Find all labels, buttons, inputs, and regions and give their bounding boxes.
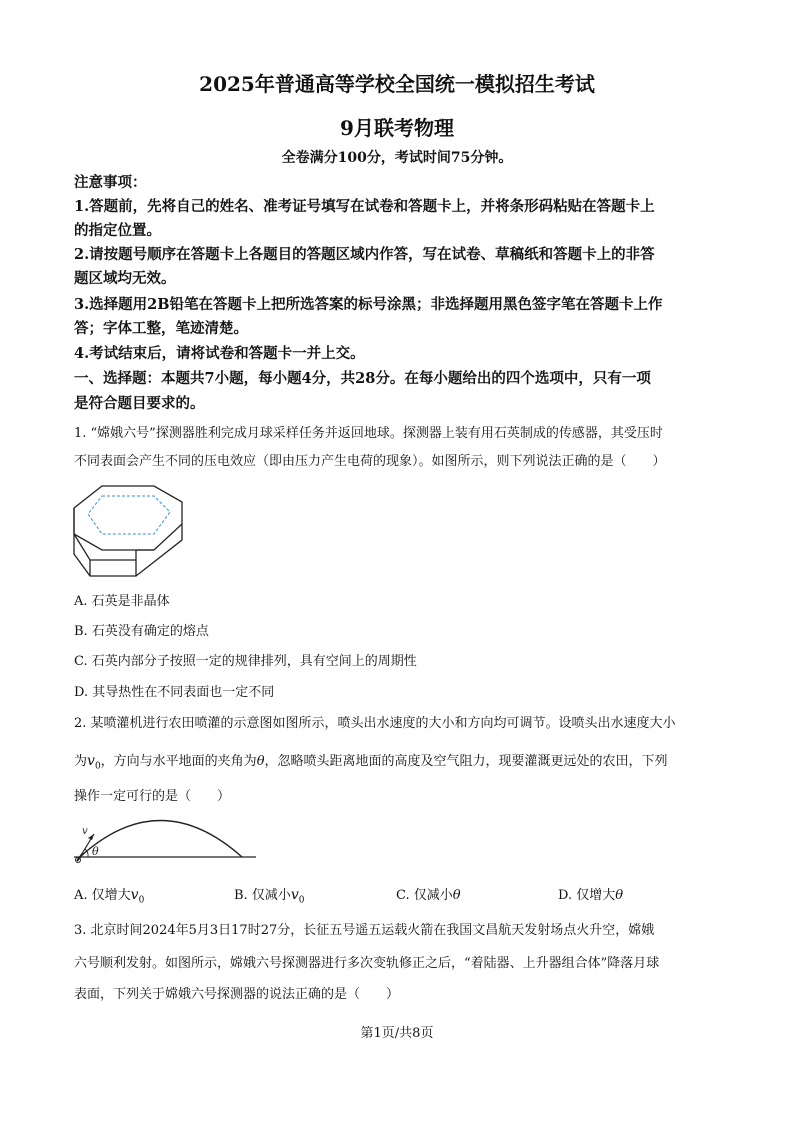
- q3-stem-line: 表面，下列关于嫦娥六号探测器的说法正确的是（ ）: [74, 987, 400, 1002]
- q1-stem-line: 不同表面会产生不同的压电效应（即由压力产生电荷的现象）。如图所示，则下列说法正确的是（ ）: [74, 454, 666, 469]
- notice-line: 题区域均无效。: [74, 270, 176, 287]
- notice-line: 答；字体工整，笔迹清楚。: [74, 320, 248, 337]
- exam-subtitle: 9月联考物理: [340, 116, 454, 140]
- notice-line: 1.答题前，先将自己的姓名、准考证号填写在试卷和答题卡上，并将条形码粘贴在答题卡上: [74, 198, 655, 215]
- q1-option: B. 石英没有确定的熔点: [74, 624, 209, 639]
- q1-option: A. 石英是非晶体: [74, 594, 170, 609]
- q2-option-d: D. 仅增大θ: [558, 888, 624, 903]
- exam-title: 2025年普通高等学校全国统一模拟招生考试: [199, 72, 595, 96]
- q2-stem-line: 2. 某喷灌机进行农田喷灌的示意图如图所示，喷头出水速度的大小和方向均可调节。设喷头出水速度大小: [74, 716, 676, 731]
- exam-info: 全卷满分100分，考试时间75分钟。: [281, 150, 513, 166]
- notice-line: 2.请按题号顺序在答题卡上各题目的答题区域内作答，写在试卷、草稿纸和答题卡上的非答: [74, 246, 655, 263]
- notice-line: 4.考试结束后，请将试卷和答题卡一并上交。: [74, 345, 365, 362]
- notice-line: 的指定位置。: [74, 222, 161, 239]
- notice-line: 3.选择题用2B铅笔在答题卡上把所选答案的标号涂黑；非选择题用黑色签字笔在答题卡上作: [74, 296, 663, 313]
- quartz-hexagonal-prism-figure: [70, 482, 186, 580]
- section-heading-cont: 是符合题目要求的。: [74, 395, 205, 412]
- q1-option: C. 石英内部分子按照一定的规律排列，具有空间上的周期性: [74, 654, 417, 669]
- q3-stem-line: 六号顺利发射。如图所示，嫦娥六号探测器进行多次变轨修正之后，“着陆器、上升器组合体”降落月球: [74, 956, 660, 971]
- q2-stem-line: 操作一定可行的是（ ）: [74, 789, 231, 804]
- sprinkler-trajectory-figure: [70, 812, 266, 868]
- q2-stem-line: 为$v_0$，方向与水平地面的夹角为θ，忽略喷头距离地面的高度及空气阻力，现要灌溉更远处的农田，下列: [74, 753, 668, 772]
- section-heading: 一、选择题：本题共7小题，每小题4分，共28分。在每小题给出的四个选项中，只有一项: [74, 370, 651, 387]
- q3-stem-line: 3. 北京时间2024年5月3日17时27分，长征五号遥五运载火箭在我国文昌航天发射场点火升空，嫦娥: [74, 923, 655, 938]
- q1-option: D. 其导热性在不同表面也一定不同: [74, 685, 275, 700]
- velocity-label: v: [82, 826, 88, 837]
- page-number: 第1页/共8页: [360, 1026, 434, 1041]
- q2-option-b: B. 仅减小$v_0$: [234, 887, 305, 906]
- q1-stem-line: 1. “嫦娥六号”探测器胜利完成月球采样任务并返回地球。探测器上装有用石英制成的传感器，其受压时: [74, 426, 663, 441]
- angle-label: θ: [92, 845, 99, 858]
- q2-option-a: A. 仅增大$v_0$: [74, 887, 145, 906]
- notice-heading: 注意事项：: [74, 174, 147, 191]
- q2-option-c: C. 仅减小θ: [396, 888, 461, 903]
